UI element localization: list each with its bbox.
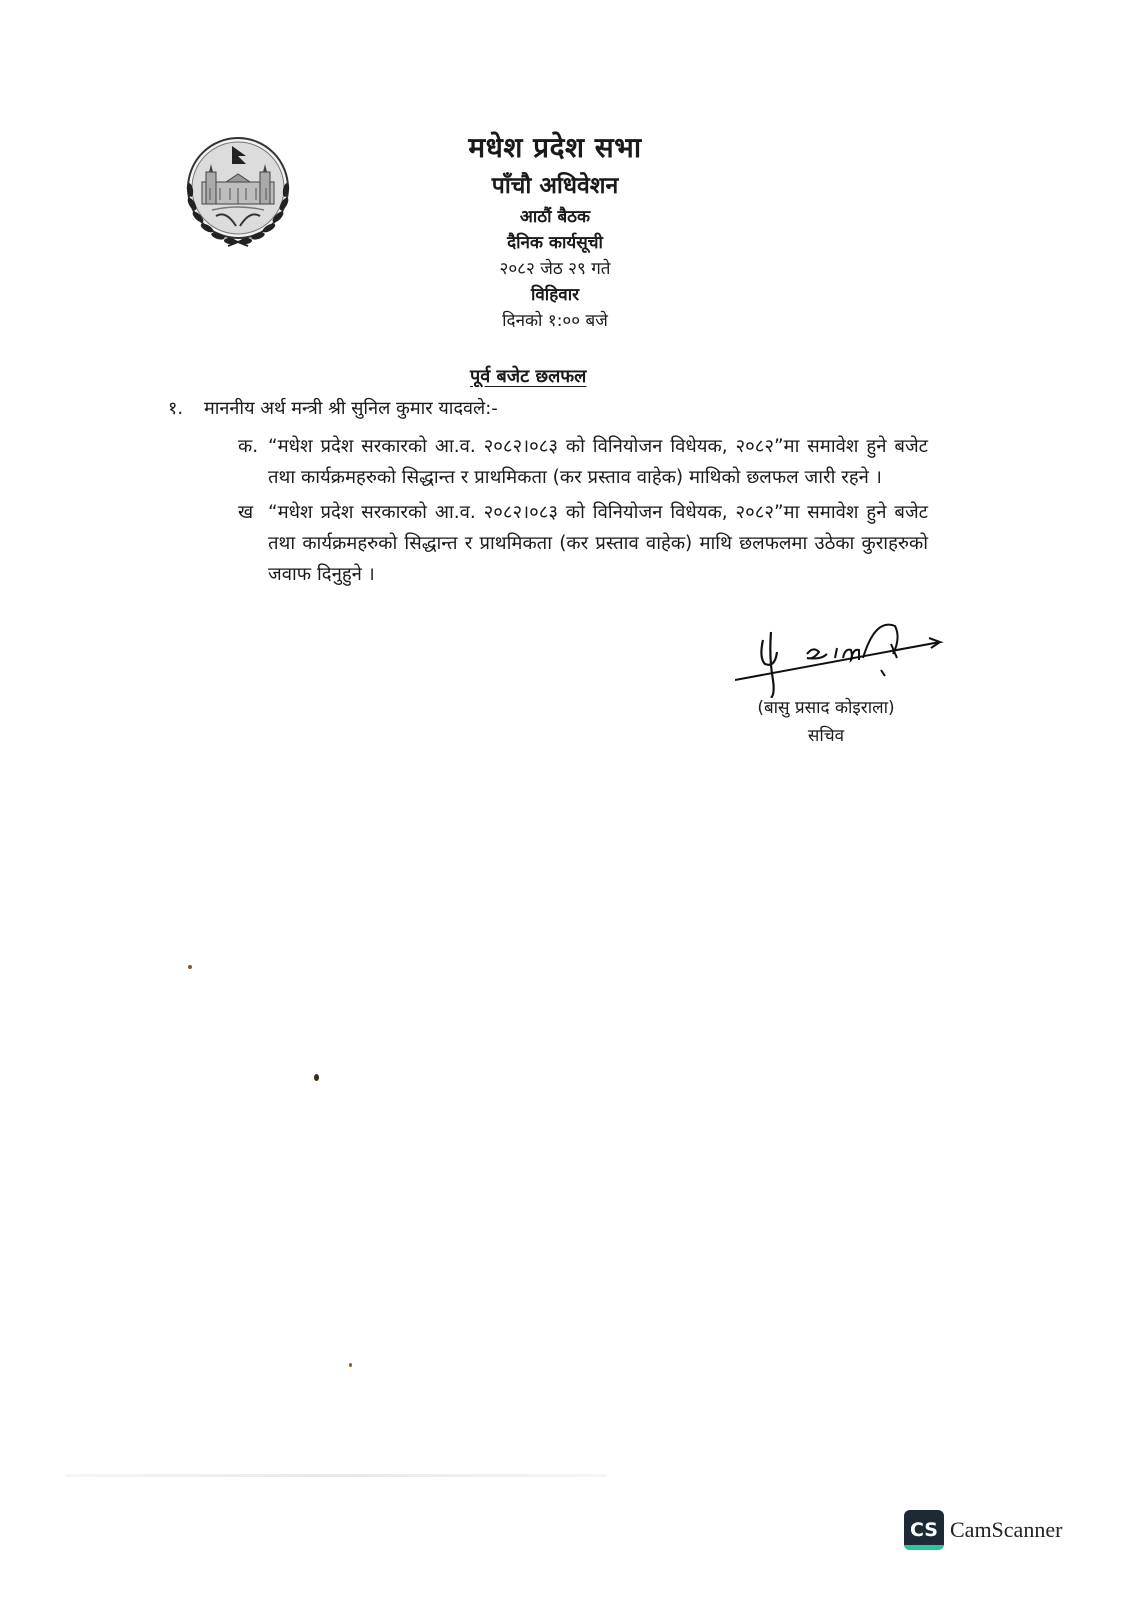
sub-item-text: “मधेश प्रदेश सरकारको आ.व. २०८२।०८३ को विनियोजन विधेयक, २०८२”मा समावेश हुने बजेट तथा कार्यक्रमहरुको सिद्धान्त र प्राथमिकता (कर प्रस्ताव वाहेक) माथिको छलफल जारी रहने । [268,436,928,488]
sub-item-text: “मधेश प्रदेश सरकारको आ.व. २०८२।०८३ को विनियोजन विधेयक, २०८२”मा समावेश हुने बजेट तथा कार्यक्रमहरुको सिद्धान्त र प्राथमिकता (कर प्रस्ताव वाहेक) माथि छलफलमा उठेका कुराहरुको जवाफ दिनुहुने । [268,502,928,585]
assembly-emblem-icon [176,130,300,254]
signer-name: (बासु प्रसाद कोइराला) [757,698,895,718]
meeting-day: विहिवार [530,285,580,305]
camscanner-logo-icon: CS [904,1510,944,1550]
handwritten-signature-icon [735,618,955,698]
camscanner-watermark [904,1510,1062,1550]
sub-item-label: क. [238,436,259,457]
sub-item-label: ख [238,502,254,523]
agenda-list [168,395,928,594]
camscanner-brand: CamScanner [950,1517,1063,1542]
scan-speck [349,1363,352,1367]
agenda-sub-item [238,497,928,590]
scan-artifact-line [66,1474,606,1477]
agenda-sub-items [238,431,928,590]
section-heading: पूर्व बजेट छलफल [470,366,587,387]
agenda-item [168,395,928,423]
document-type: दैनिक कार्यसूची [507,233,603,253]
agenda-item-number: १. [168,398,184,419]
scan-speck [314,1074,319,1081]
assembly-name: मधेश प्रदेश सभा [468,131,642,164]
meeting-number: आठौं बैठक [519,207,591,227]
signature-block [736,694,916,750]
document-header [430,128,680,334]
signer-designation: सचिव [807,726,845,746]
meeting-time: दिनको १:०० बजे [502,311,608,331]
meeting-date: २०८२ जेठ २९ गते [499,259,611,279]
session-title: पाँचौ अधिवेशन [491,173,619,199]
agenda-item-text: माननीय अर्थ मन्त्री श्री सुनिल कुमार यादवले:- [204,398,498,419]
scan-speck [188,965,192,969]
agenda-sub-item [238,431,928,493]
